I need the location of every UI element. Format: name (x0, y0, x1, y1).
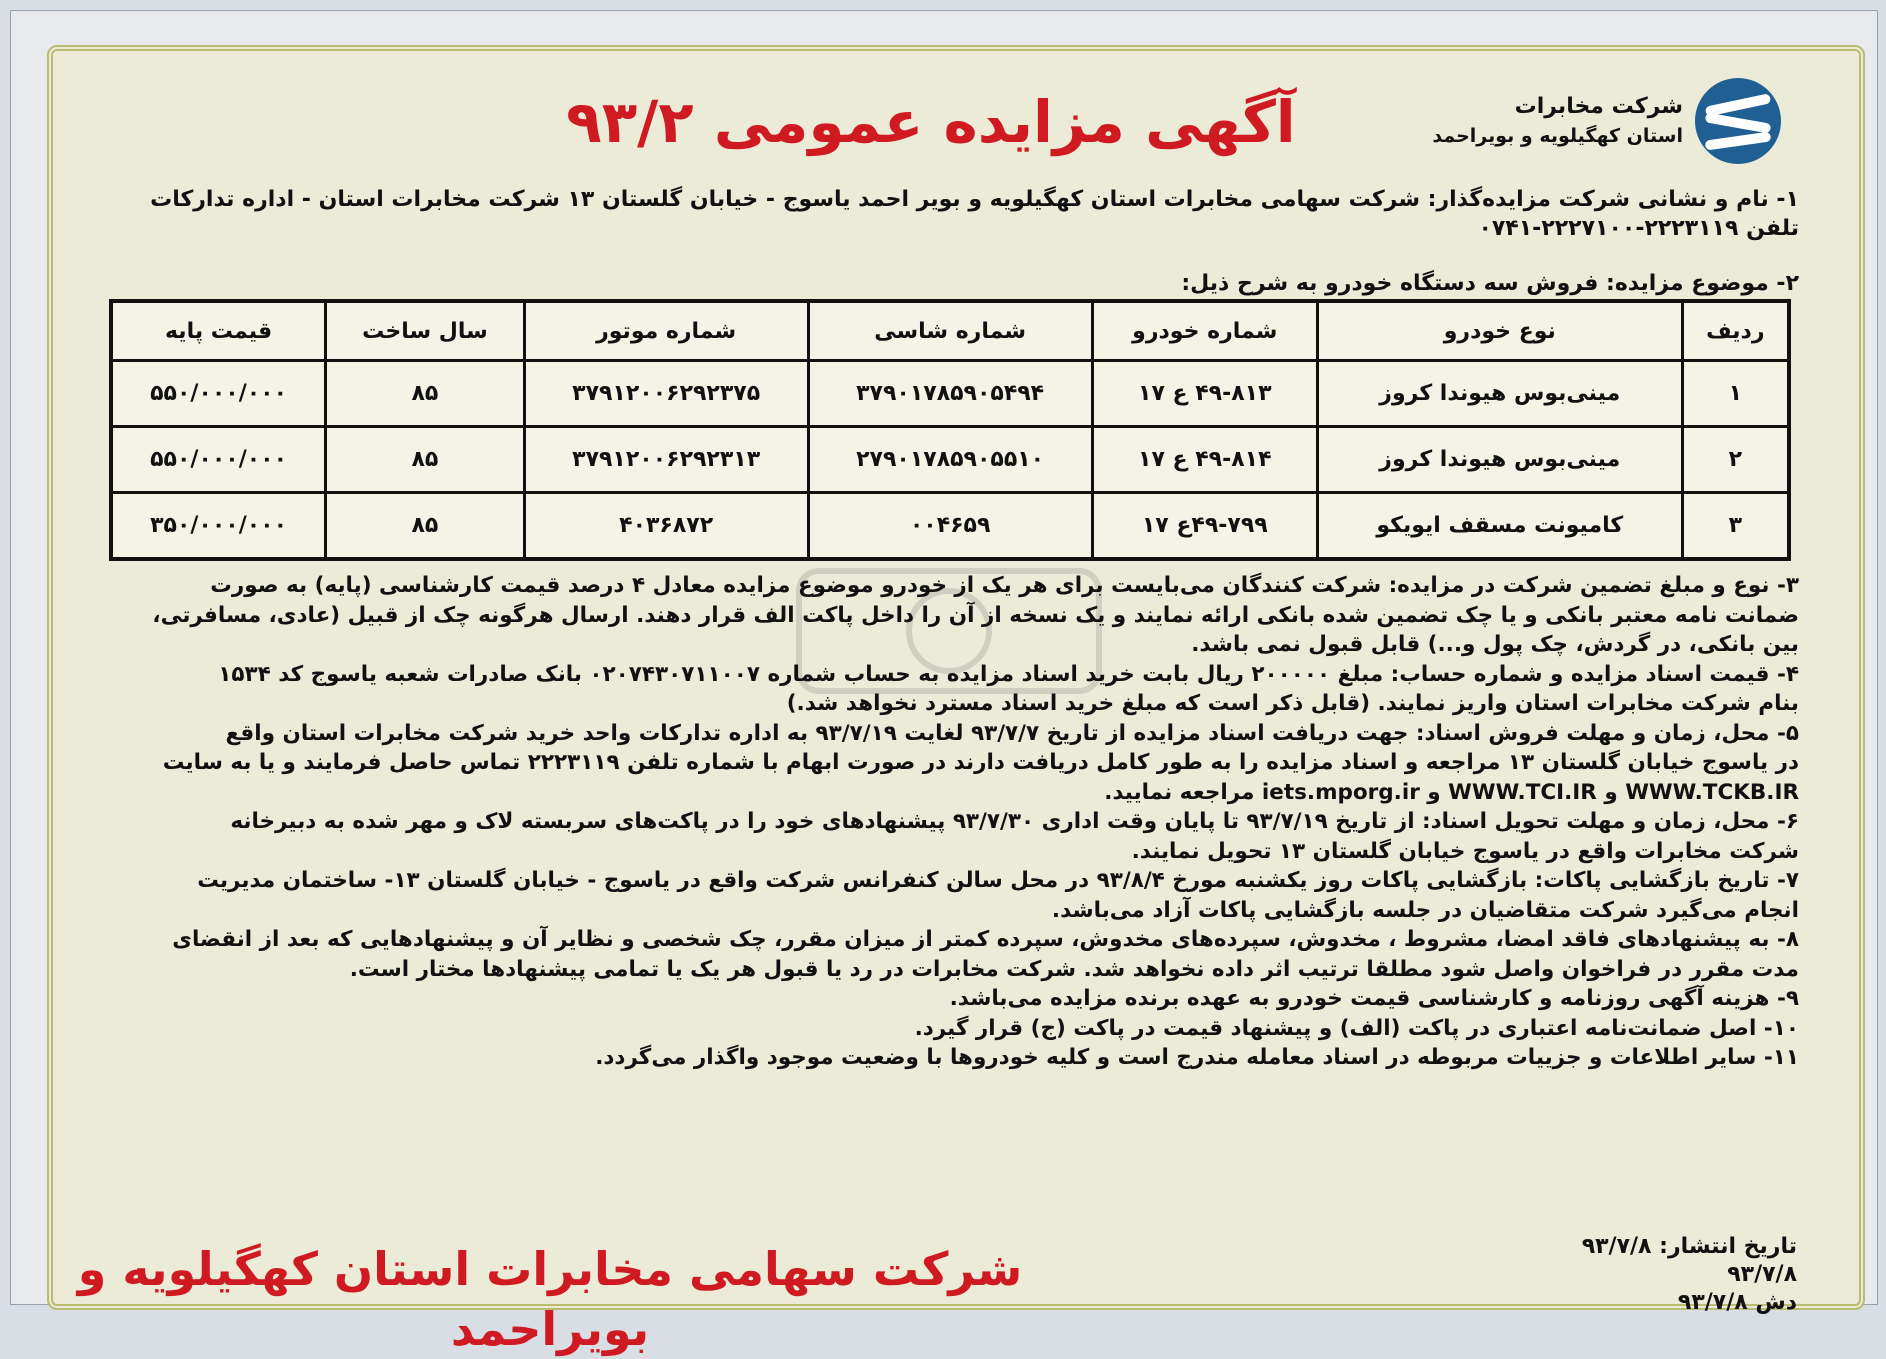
intro-line: ۱- نام و نشانی شرکت مزایده‌گذار: شرکت سهامی مخابرات استان کهگیلویه و بویر احمد یاسوج - خیابان گلستان ۱۳ شرکت مخابرات استان - اداره تدارکات (150, 187, 1799, 212)
cell-engine: ۴۰۳۶۸۷۲ (524, 492, 808, 559)
ad-title: آگهی مزایده عمومی ۹۳/۲ (566, 88, 1296, 156)
cell-plate: ۴۹-۸۱۴ ع ۱۷ (1092, 426, 1317, 492)
newspaper-clip (10, 10, 1878, 1356)
publish-date-3: دش ۹۳/۷/۸ (1677, 1290, 1797, 1315)
intro-line: تلفن ۲۲۲۳۱۱۹-۲۲۲۷۱۰۰-۰۷۴۱ (1478, 216, 1799, 241)
clause-line: ضمانت نامه معتبر بانکی و یا چک تضمین شده بانکی ارائه نمایند و یک نسخه از آن را داخل پاکت الف قرار دهند. ارسال هرگونه چک از قبیل (عادی، مسافرتی، (152, 602, 1799, 628)
clause-line: ۶- محل، زمان و مهلت تحویل اسناد: از تاریخ ۹۳/۷/۱۹ تا پایان وقت اداری ۹۳/۷/۳۰ پیشنهادهای خود را در پاکت‌های سربسته لاک و مهر شده به دبیرخانه (230, 809, 1799, 834)
logo-line-2: استان کهگیلویه و بویراحمد (1432, 125, 1683, 147)
table-header-row (111, 301, 1789, 361)
clause-line: ۱۱- سایر اطلاعات و جزییات مربوطه در اسناد معامله مندرج است و کلیه خودروها با وضعیت موجود واگذار می‌گردد. (595, 1045, 1799, 1070)
clause-line: در یاسوج خیابان گلستان ۱۳ مراجعه و اسناد مزایده را به طور کامل دریافت دارند در صورت ابهام با شماره تلفن ۲۲۲۳۱۱۹ تماس حاصل فرمایند و یا به سایت (162, 750, 1799, 775)
clause-line: ۷- تاریخ بازگشایی پاکات: بازگشایی پاکات روز یکشنبه مورخ ۹۳/۸/۴ در محل سالن کنفرانس شرکت واقع در یاسوج - خیابان گلستان ۱۳- ساختمان مدیریت (197, 868, 1799, 893)
cell-row-number: ۲ (1682, 426, 1789, 492)
cell-base-price: ۵۵۰/۰۰۰/۰۰۰ (111, 361, 326, 427)
cell-engine: ۳۷۹۱۲۰۰۶۲۹۲۳۷۵ (524, 361, 808, 427)
cell-vehicle-type: مینی‌بوس هیوندا کروز (1317, 361, 1682, 427)
col-header: قیمت پایه (111, 301, 326, 361)
clause-line: انجام می‌گیرد شرکت متقاضیان در جلسه بازگشایی پاکات آزاد می‌باشد. (1051, 897, 1799, 923)
cell-chassis: ۲۷۹۰۱۷۸۵۹۰۵۵۱۰ (808, 426, 1092, 492)
cell-vehicle-type: کامیونت مسقف ایویکو (1317, 492, 1682, 559)
col-header: شماره موتور (524, 301, 808, 361)
cell-engine: ۳۷۹۱۲۰۰۶۲۹۲۳۱۳ (524, 426, 808, 492)
col-header: شماره خودرو (1092, 301, 1317, 361)
publish-dates (1537, 1233, 1797, 1317)
clause-line: ۴- قیمت اسناد مزایده و شماره حساب: مبلغ ۲۰۰۰۰۰ ریال بابت خرید اسناد مزایده به حساب شماره ۰۲۰۷۴۳۰۷۱۱۰۰۷ بانک صادرات شعبه یاسوج کد ۱۵۳۴ (218, 661, 1799, 687)
clause-line: ۵- محل، زمان و مهلت فروش اسناد: جهت دریافت اسناد مزایده از تاریخ ۹۳/۷/۷ لغایت ۹۳/۷/۱۹ به اداره تدارکات واحد خرید شرکت مخابرات استان واقع (225, 720, 1799, 746)
cell-year: ۸۵ (326, 426, 525, 492)
table-row (111, 361, 1789, 427)
cell-vehicle-type: مینی‌بوس هیوندا کروز (1317, 426, 1682, 492)
company-logo (1421, 73, 1781, 169)
clause-line: ۹- هزینه آگهی روزنامه و کارشناسی قیمت خودرو به عهده برنده مزایده می‌باشد. (949, 986, 1799, 1011)
cell-chassis: ۳۷۹۰۱۷۸۵۹۰۵۴۹۴ (808, 361, 1092, 427)
table-row (111, 492, 1789, 559)
clause-line: ۸- به پیشنهادهای فاقد امضا، مشروط ، مخدوش، سپرده‌های مخدوش، سپرده کمتر از میزان مقرر، چک شخصی و نظایر آن و پیشنهادهایی که بعد از انقضای (172, 927, 1799, 952)
table-row (111, 426, 1789, 492)
logo-line-1: شرکت مخابرات (1514, 94, 1683, 119)
clause-line: ۱۰- اصل ضمانت‌نامه اعتباری در پاکت (الف) و پیشنهاد قیمت در پاکت (ج) قرار گیرد. (914, 1015, 1799, 1041)
col-header: نوع خودرو (1317, 301, 1682, 361)
publish-date-2: ۹۳/۷/۸ (1727, 1262, 1797, 1287)
col-header: سال ساخت (326, 301, 525, 361)
clause-line: WWW.TCKB.IR و WWW.TCI.IR و iets.mporg.ir مراجعه نمایید. (1104, 779, 1799, 805)
cell-plate: ۴۹-۷۹۹ع ۱۷ (1092, 492, 1317, 559)
clause-line: بین بانکی، در گردش، چک پول و...) قابل قبول نمی باشد. (1191, 632, 1799, 657)
logo-text (1432, 92, 1683, 150)
clauses-block (97, 571, 1799, 1073)
cell-year: ۸۵ (326, 361, 525, 427)
col-header: شماره شاسی (808, 301, 1092, 361)
clause-line: مدت مقرر در فراخوان واصل شود مطلقا ترتیب اثر داده نخواهد شد. شرکت مخابرات در رد یا قبول هر یک یا تمامی پیشنهادها مختار است. (349, 956, 1799, 982)
intro-block (97, 185, 1799, 243)
cell-year: ۸۵ (326, 492, 525, 559)
cell-row-number: ۱ (1682, 361, 1789, 427)
col-header: ردیف (1682, 301, 1789, 361)
cell-plate: ۴۹-۸۱۳ ع ۱۷ (1092, 361, 1317, 427)
clause-line: ۳- نوع و مبلغ تضمین شرکت در مزایده: شرکت کنندگان می‌بایست برای هر یک از خودرو موضوع مزایده معادل ۴ درصد قیمت کارشناسی (پایه) به صورت (210, 573, 1799, 598)
cell-row-number: ۳ (1682, 492, 1789, 559)
clause-line: شرکت مخابرات واقع در یاسوج خیابان گلستان ۱۳ تحویل نمایند. (1131, 838, 1799, 864)
clause-line: بنام شرکت مخابرات استان واریز نمایند. (قابل ذکر است که مبلغ خرید اسناد مسترد نخواهد شد.) (786, 691, 1799, 716)
subject-line: ۲- موضوع مزایده: فروش سه دستگاه خودرو به شرح ذیل: (1181, 271, 1799, 296)
publish-date-label: تاریخ انتشار: ۹۳/۷/۸ (1581, 1234, 1797, 1259)
footer-company-name: شرکت سهامی مخابرات استان کهگیلویه و بویراحمد (77, 1242, 1023, 1356)
cell-base-price: ۳۵۰/۰۰۰/۰۰۰ (111, 492, 326, 559)
cell-chassis: ۰۰۴۶۵۹ (808, 492, 1092, 559)
vehicles-table (109, 299, 1791, 561)
cell-base-price: ۵۵۰/۰۰۰/۰۰۰ (111, 426, 326, 492)
telecom-logo-icon (1695, 78, 1781, 164)
